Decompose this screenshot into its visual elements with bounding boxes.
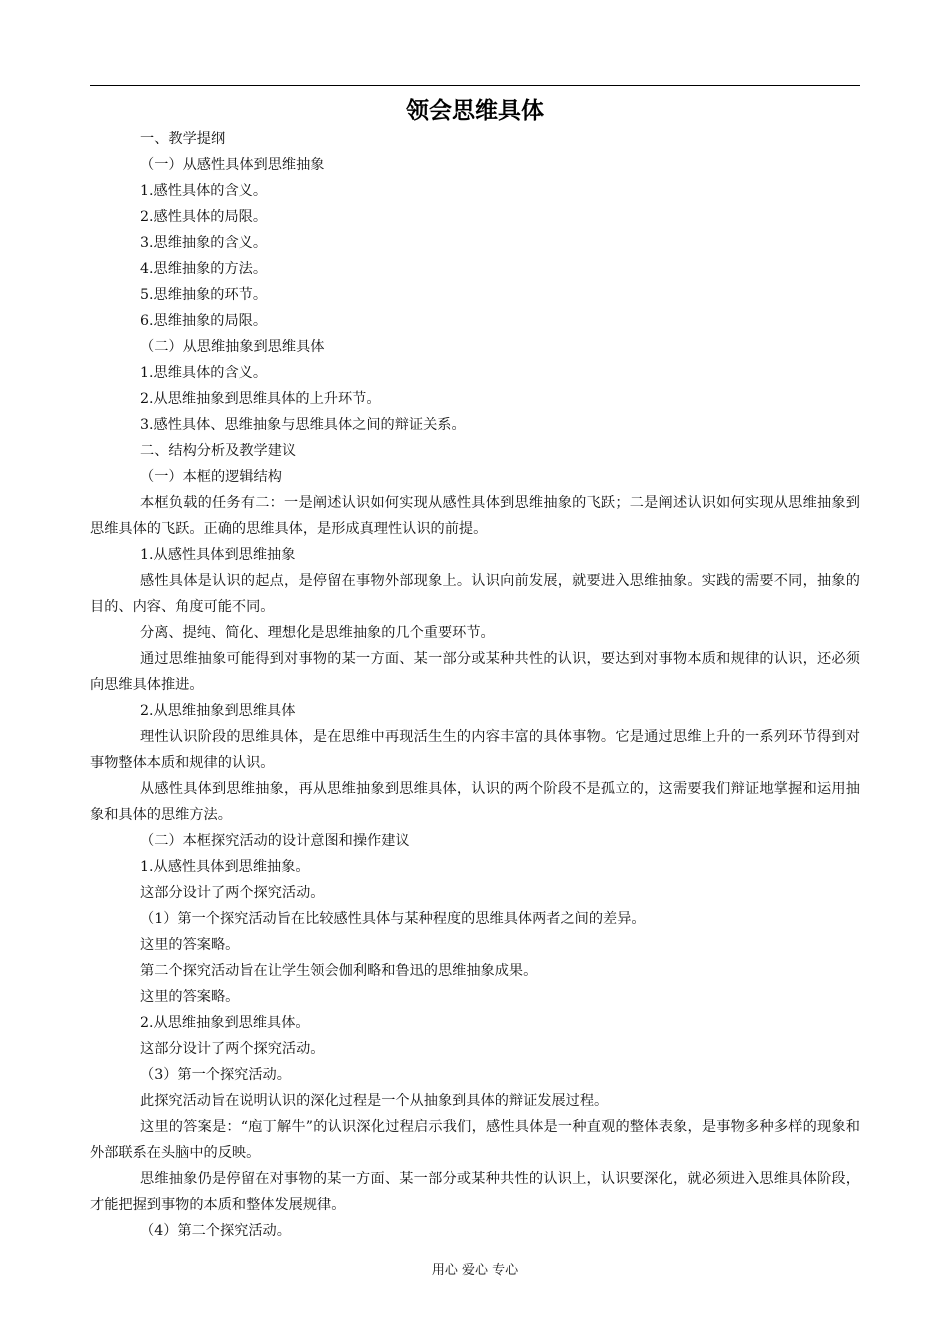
paragraph: 这部分设计了两个探究活动。 bbox=[140, 1041, 325, 1057]
paragraph: （一）本框的逻辑结构 bbox=[140, 469, 282, 485]
paragraph: （二）本框探究活动的设计意图和操作建议 bbox=[140, 833, 410, 849]
paragraph: 2.感性具体的局限。 bbox=[140, 209, 268, 225]
paragraph: 本框负载的任务有二：一是阐述认识如何实现从感性具体到思维抽象的飞跃；二是阐述认识如何实现从思维抽象到思维具体的飞跃。正确的思维具体，是形成真理性认识的前提。 bbox=[90, 495, 860, 537]
paragraph: 第二个探究活动旨在让学生领会伽利略和鲁迅的思维抽象成果。 bbox=[140, 963, 538, 979]
paragraph: 4.思维抽象的方法。 bbox=[140, 261, 268, 277]
paragraph: 这里的答案略。 bbox=[140, 989, 240, 1005]
header-rule bbox=[90, 85, 860, 86]
paragraph: 这里的答案是：“庖丁解牛”的认识深化过程启示我们，感性具体是一种直观的整体表象，是事物多种多样的现象和外部联系在头脑中的反映。 bbox=[90, 1119, 860, 1161]
paragraph: 2.从思维抽象到思维具体的上升环节。 bbox=[140, 391, 381, 407]
paragraph: 3.思维抽象的含义。 bbox=[140, 235, 268, 251]
paragraph: 1.思维具体的含义。 bbox=[140, 365, 268, 381]
document-title: 领会思维具体 bbox=[406, 98, 544, 124]
paragraph: （一）从感性具体到思维抽象 bbox=[140, 157, 325, 173]
paragraph: 2.从思维抽象到思维具体 bbox=[140, 703, 296, 719]
paragraph: 思维抽象仍是停留在对事物的某一方面、某一部分或某种共性的认识上，认识要深化，就必须进入思维具体阶段，才能把握到事物的本质和整体发展规律。 bbox=[90, 1171, 860, 1213]
paragraph: 二、结构分析及教学建议 bbox=[140, 443, 297, 459]
paragraph: 6.思维抽象的局限。 bbox=[140, 313, 268, 329]
paragraph: 通过思维抽象可能得到对事物的某一方面、某一部分或某种共性的认识，要达到对事物本质和规律的认识，还必须向思维具体推进。 bbox=[90, 651, 860, 693]
paragraph: 3.感性具体、思维抽象与思维具体之间的辩证关系。 bbox=[140, 417, 466, 433]
paragraph: 1.从感性具体到思维抽象。 bbox=[140, 859, 310, 875]
paragraph: 此探究活动旨在说明认识的深化过程是一个从抽象到具体的辩证发展过程。 bbox=[140, 1093, 609, 1109]
paragraph: （1）第一个探究活动旨在比较感性具体与某种程度的思维具体两者之间的差异。 bbox=[140, 911, 646, 927]
paragraph: 这部分设计了两个探究活动。 bbox=[140, 885, 325, 901]
paragraph: 理性认识阶段的思维具体，是在思维中再现活生生的内容丰富的具体事物。它是通过思维上升的一系列环节得到对事物整体本质和规律的认识。 bbox=[90, 729, 860, 771]
paragraph: （3）第一个探究活动。 bbox=[140, 1067, 291, 1083]
paragraph: 分离、提纯、简化、理想化是思维抽象的几个重要环节。 bbox=[140, 625, 495, 641]
paragraph: 从感性具体到思维抽象，再从思维抽象到思维具体，认识的两个阶段不是孤立的，这需要我们辩证地掌握和运用抽象和具体的思维方法。 bbox=[90, 781, 860, 823]
paragraph: 这里的答案略。 bbox=[140, 937, 240, 953]
paragraph: 感性具体是认识的起点，是停留在事物外部现象上。认识向前发展，就要进入思维抽象。实践的需要不同，抽象的目的、内容、角度可能不同。 bbox=[90, 573, 860, 615]
paragraph: 一、教学提纲 bbox=[140, 131, 226, 147]
paragraph: 5.思维抽象的环节。 bbox=[140, 287, 268, 303]
page-footer: 用心 爱心 专心 bbox=[431, 1263, 519, 1278]
paragraph: （4）第二个探究活动。 bbox=[140, 1223, 291, 1239]
paragraph: （二）从思维抽象到思维具体 bbox=[140, 339, 325, 355]
document-body bbox=[90, 126, 860, 1244]
paragraph: 1.从感性具体到思维抽象 bbox=[140, 547, 296, 563]
paragraph: 1.感性具体的含义。 bbox=[140, 183, 268, 199]
paragraph: 2.从思维抽象到思维具体。 bbox=[140, 1015, 310, 1031]
